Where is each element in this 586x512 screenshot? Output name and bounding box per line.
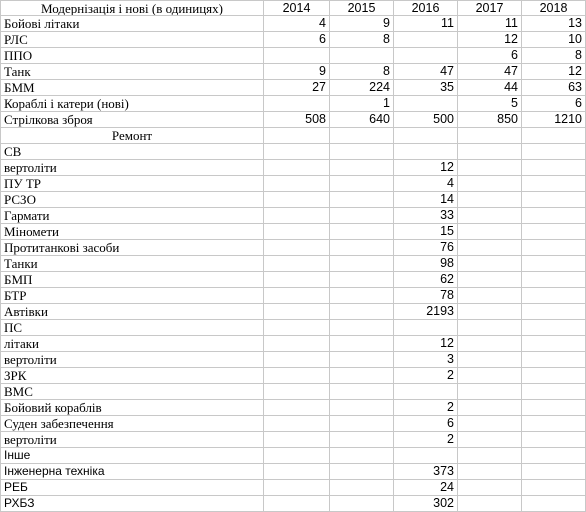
value-cell[interactable] (522, 240, 586, 256)
value-cell[interactable]: 6 (458, 48, 522, 64)
value-cell[interactable]: 1 (330, 96, 394, 112)
value-cell[interactable] (458, 448, 522, 464)
value-cell[interactable] (264, 416, 330, 432)
value-cell[interactable] (522, 448, 586, 464)
value-cell[interactable]: 44 (458, 80, 522, 96)
value-cell[interactable]: 10 (522, 32, 586, 48)
value-cell[interactable] (264, 160, 330, 176)
value-cell[interactable]: 12 (394, 160, 458, 176)
value-cell[interactable] (458, 224, 522, 240)
value-cell[interactable] (330, 224, 394, 240)
value-cell[interactable]: 11 (458, 16, 522, 32)
table-row (0, 64, 586, 80)
value-cell[interactable] (330, 208, 394, 224)
value-cell[interactable]: 12 (394, 336, 458, 352)
row-label-cell[interactable]: ПУ ТР (0, 176, 264, 192)
year-header-cell[interactable]: 2016 (394, 0, 458, 16)
row-label-cell[interactable]: Автівки (0, 304, 264, 320)
value-cell[interactable] (522, 480, 586, 496)
value-cell[interactable]: 63 (522, 80, 586, 96)
row-label-cell[interactable]: Суден забезпечення (0, 416, 264, 432)
value-cell[interactable] (394, 32, 458, 48)
value-cell[interactable] (394, 320, 458, 336)
value-cell[interactable]: 27 (264, 80, 330, 96)
value-cell[interactable] (330, 288, 394, 304)
header-label-cell[interactable]: Модернізація і нові (в одиницях) (0, 0, 264, 16)
value-cell[interactable] (522, 352, 586, 368)
table-row (0, 368, 586, 384)
value-cell[interactable]: 47 (394, 64, 458, 80)
value-cell[interactable] (458, 464, 522, 480)
value-cell[interactable] (264, 208, 330, 224)
value-cell[interactable] (264, 384, 330, 400)
row-label-cell[interactable]: ВМС (0, 384, 264, 400)
value-cell[interactable] (458, 160, 522, 176)
value-cell[interactable] (458, 144, 522, 160)
value-cell[interactable] (330, 176, 394, 192)
row-label-cell[interactable]: РХБЗ (0, 496, 264, 512)
row-label-cell[interactable]: ЗРК (0, 368, 264, 384)
value-cell[interactable] (264, 336, 330, 352)
value-cell[interactable]: 13 (522, 16, 586, 32)
value-cell[interactable] (522, 176, 586, 192)
value-cell[interactable] (458, 208, 522, 224)
value-cell[interactable] (264, 496, 330, 512)
table-row (0, 80, 586, 96)
year-header-cell[interactable]: 2014 (264, 0, 330, 16)
value-cell[interactable]: 6 (264, 32, 330, 48)
value-cell[interactable] (458, 432, 522, 448)
value-cell[interactable]: 15 (394, 224, 458, 240)
value-cell[interactable] (458, 368, 522, 384)
table-row (0, 272, 586, 288)
value-cell[interactable] (330, 432, 394, 448)
value-cell[interactable]: 12 (458, 32, 522, 48)
value-cell[interactable]: 12 (522, 64, 586, 80)
value-cell[interactable]: 9 (330, 16, 394, 32)
value-cell[interactable] (522, 496, 586, 512)
value-cell[interactable]: 373 (394, 464, 458, 480)
value-cell[interactable]: 2193 (394, 304, 458, 320)
value-cell[interactable] (458, 352, 522, 368)
table-row (0, 496, 586, 512)
value-cell[interactable]: 24 (394, 480, 458, 496)
value-cell[interactable] (458, 128, 522, 144)
value-cell[interactable] (330, 384, 394, 400)
value-cell[interactable] (264, 224, 330, 240)
row-label-cell[interactable]: вертоліти (0, 160, 264, 176)
table-row (0, 480, 586, 496)
value-cell[interactable] (458, 384, 522, 400)
row-label-cell[interactable]: Інше (0, 448, 264, 464)
value-cell[interactable] (458, 416, 522, 432)
value-cell[interactable] (522, 128, 586, 144)
value-cell[interactable] (264, 320, 330, 336)
table-row (0, 112, 586, 128)
value-cell[interactable] (458, 320, 522, 336)
value-cell[interactable] (522, 336, 586, 352)
table-row (0, 160, 586, 176)
value-cell[interactable] (522, 288, 586, 304)
table-row (0, 32, 586, 48)
value-cell[interactable] (264, 352, 330, 368)
value-cell[interactable] (264, 240, 330, 256)
value-cell[interactable] (458, 304, 522, 320)
value-cell[interactable] (330, 240, 394, 256)
value-cell[interactable]: 8 (330, 64, 394, 80)
value-cell[interactable]: 11 (394, 16, 458, 32)
value-cell[interactable] (330, 272, 394, 288)
value-cell[interactable] (264, 256, 330, 272)
value-cell[interactable] (394, 96, 458, 112)
value-cell[interactable] (458, 288, 522, 304)
value-cell[interactable] (458, 240, 522, 256)
value-cell[interactable] (458, 272, 522, 288)
table-row (0, 432, 586, 448)
row-label-cell[interactable]: Інженерна техніка (0, 464, 264, 480)
table-row (0, 464, 586, 480)
section-row (0, 128, 586, 144)
row-label-cell[interactable]: Танки (0, 256, 264, 272)
row-label-cell[interactable]: ПС (0, 320, 264, 336)
value-cell[interactable] (458, 176, 522, 192)
value-cell[interactable] (264, 48, 330, 64)
value-cell[interactable] (458, 336, 522, 352)
value-cell[interactable] (522, 304, 586, 320)
table-row (0, 304, 586, 320)
table-row (0, 288, 586, 304)
value-cell[interactable] (264, 176, 330, 192)
row-label-cell[interactable]: ППО (0, 48, 264, 64)
value-cell[interactable] (330, 352, 394, 368)
table-row (0, 208, 586, 224)
value-cell[interactable] (394, 128, 458, 144)
value-cell[interactable] (522, 208, 586, 224)
value-cell[interactable]: 224 (330, 80, 394, 96)
value-cell[interactable]: 6 (522, 96, 586, 112)
table-row (0, 400, 586, 416)
value-cell[interactable] (522, 192, 586, 208)
value-cell[interactable] (264, 128, 330, 144)
value-cell[interactable]: 78 (394, 288, 458, 304)
value-cell[interactable] (522, 400, 586, 416)
value-cell[interactable]: 5 (458, 96, 522, 112)
row-label-cell[interactable]: Кораблі і катери (нові) (0, 96, 264, 112)
table-row (0, 144, 586, 160)
row-label-cell[interactable]: РЕБ (0, 480, 264, 496)
value-cell[interactable] (264, 368, 330, 384)
row-label-cell[interactable]: Гармати (0, 208, 264, 224)
table-row (0, 336, 586, 352)
value-cell[interactable]: 6 (394, 416, 458, 432)
value-cell[interactable] (330, 496, 394, 512)
row-label-cell[interactable]: Міномети (0, 224, 264, 240)
row-label-cell[interactable]: Бойові літаки (0, 16, 264, 32)
value-cell[interactable] (458, 496, 522, 512)
value-cell[interactable] (330, 48, 394, 64)
value-cell[interactable] (522, 384, 586, 400)
row-label-cell[interactable]: СВ (0, 144, 264, 160)
year-header-cell[interactable]: 2017 (458, 0, 522, 16)
value-cell[interactable] (330, 448, 394, 464)
value-cell[interactable]: 33 (394, 208, 458, 224)
value-cell[interactable] (458, 192, 522, 208)
value-cell[interactable]: 14 (394, 192, 458, 208)
row-label-cell[interactable]: літаки (0, 336, 264, 352)
value-cell[interactable]: 62 (394, 272, 458, 288)
value-cell[interactable]: 47 (458, 64, 522, 80)
value-cell[interactable] (330, 400, 394, 416)
row-label-cell[interactable]: РЛС (0, 32, 264, 48)
value-cell[interactable]: 76 (394, 240, 458, 256)
value-cell[interactable] (264, 192, 330, 208)
value-cell[interactable] (264, 288, 330, 304)
row-label-cell[interactable]: Протитанкові засоби (0, 240, 264, 256)
value-cell[interactable] (330, 368, 394, 384)
value-cell[interactable] (458, 400, 522, 416)
value-cell[interactable] (264, 400, 330, 416)
value-cell[interactable] (330, 160, 394, 176)
value-cell[interactable]: 2 (394, 368, 458, 384)
value-cell[interactable] (522, 224, 586, 240)
value-cell[interactable]: 35 (394, 80, 458, 96)
value-cell[interactable] (522, 144, 586, 160)
year-header-cell[interactable]: 2015 (330, 0, 394, 16)
value-cell[interactable] (394, 448, 458, 464)
table-row (0, 416, 586, 432)
value-cell[interactable]: 850 (458, 112, 522, 128)
row-label-cell[interactable]: БТР (0, 288, 264, 304)
row-label-cell[interactable]: Бойовий кораблів (0, 400, 264, 416)
value-cell[interactable] (264, 96, 330, 112)
value-cell[interactable] (458, 256, 522, 272)
row-label-cell[interactable]: Стрілкова зброя (0, 112, 264, 128)
table-row (0, 48, 586, 64)
value-cell[interactable]: 508 (264, 112, 330, 128)
value-cell[interactable]: 98 (394, 256, 458, 272)
value-cell[interactable] (330, 304, 394, 320)
value-cell[interactable] (330, 416, 394, 432)
value-cell[interactable]: 2 (394, 400, 458, 416)
year-header-cell[interactable]: 2018 (522, 0, 586, 16)
table-row (0, 16, 586, 32)
row-label-cell[interactable]: Танк (0, 64, 264, 80)
table-row (0, 240, 586, 256)
section-label-cell[interactable]: Ремонт (0, 128, 264, 144)
value-cell[interactable] (394, 144, 458, 160)
value-cell[interactable]: 4 (264, 16, 330, 32)
table-row (0, 176, 586, 192)
header-row (0, 0, 586, 16)
row-label-cell[interactable]: РСЗО (0, 192, 264, 208)
row-label-cell[interactable]: БМП (0, 272, 264, 288)
value-cell[interactable] (330, 192, 394, 208)
table-row (0, 448, 586, 464)
value-cell[interactable] (522, 368, 586, 384)
table-row (0, 352, 586, 368)
value-cell[interactable] (522, 256, 586, 272)
value-cell[interactable] (264, 272, 330, 288)
value-cell[interactable]: 302 (394, 496, 458, 512)
value-cell[interactable]: 8 (522, 48, 586, 64)
value-cell[interactable] (394, 384, 458, 400)
value-cell[interactable] (264, 448, 330, 464)
value-cell[interactable]: 8 (330, 32, 394, 48)
row-label-cell[interactable]: вертоліти (0, 352, 264, 368)
value-cell[interactable] (264, 480, 330, 496)
value-cell[interactable]: 9 (264, 64, 330, 80)
value-cell[interactable] (264, 432, 330, 448)
value-cell[interactable]: 500 (394, 112, 458, 128)
table-row (0, 256, 586, 272)
value-cell[interactable] (522, 320, 586, 336)
table-row (0, 96, 586, 112)
value-cell[interactable] (330, 256, 394, 272)
value-cell[interactable] (522, 432, 586, 448)
value-cell[interactable] (264, 464, 330, 480)
value-cell[interactable] (264, 144, 330, 160)
table-row (0, 384, 586, 400)
value-cell[interactable] (522, 464, 586, 480)
row-label-cell[interactable]: вертоліти (0, 432, 264, 448)
value-cell[interactable]: 640 (330, 112, 394, 128)
value-cell[interactable] (330, 336, 394, 352)
value-cell[interactable] (522, 416, 586, 432)
value-cell[interactable]: 1210 (522, 112, 586, 128)
value-cell[interactable] (394, 48, 458, 64)
table-row (0, 320, 586, 336)
value-cell[interactable] (330, 480, 394, 496)
table-row (0, 192, 586, 208)
value-cell[interactable] (330, 464, 394, 480)
row-label-cell[interactable]: БММ (0, 80, 264, 96)
value-cell[interactable]: 3 (394, 352, 458, 368)
value-cell[interactable] (330, 320, 394, 336)
table-body (0, 16, 586, 512)
value-cell[interactable]: 2 (394, 432, 458, 448)
value-cell[interactable] (522, 160, 586, 176)
table-row (0, 224, 586, 240)
value-cell[interactable] (458, 480, 522, 496)
value-cell[interactable] (264, 304, 330, 320)
value-cell[interactable]: 4 (394, 176, 458, 192)
value-cell[interactable] (330, 144, 394, 160)
value-cell[interactable] (330, 128, 394, 144)
value-cell[interactable] (522, 272, 586, 288)
